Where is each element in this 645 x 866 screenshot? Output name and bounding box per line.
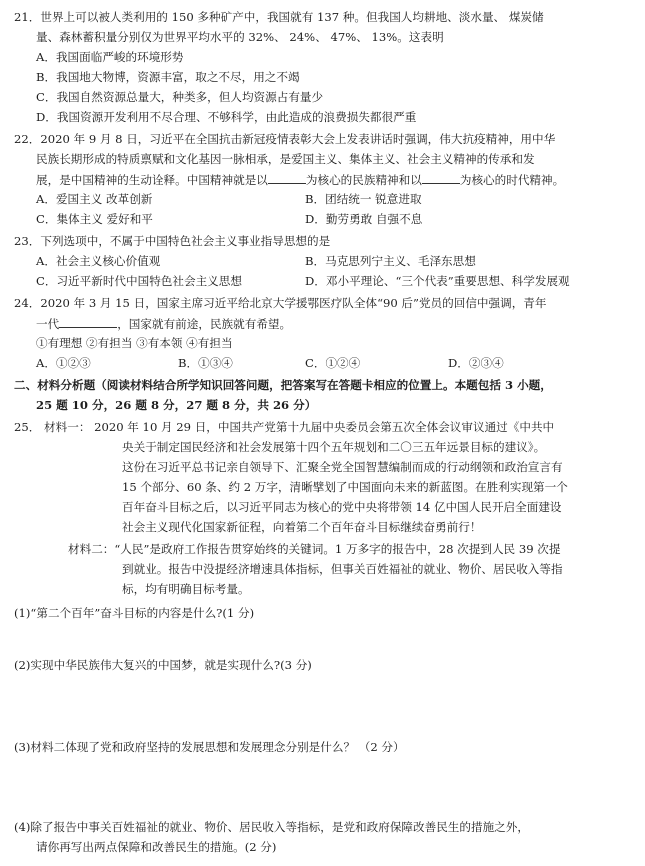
q25-material1-line5: 百年奋斗目标之后，以习近平同志为核心的党中央将带领 14 亿中国人民开启全面建设 xyxy=(122,500,562,514)
q21-option-c: C．我国自然资源总量大，种类多，但人均资源占有量少 xyxy=(36,90,324,104)
q23-option-c: C．习近平新时代中国特色社会主义思想 xyxy=(36,274,242,288)
q22-option-b: B．团结统一 锐意进取 xyxy=(305,192,422,206)
q21-option-a: A．我国面临严峻的环境形势 xyxy=(36,50,184,64)
q25-material2-line3: 标，均有明确目标考量。 xyxy=(122,582,250,596)
q24-stem-part-a: 一代 xyxy=(36,317,60,331)
q22-option-c: C．集体主义 爱好和平 xyxy=(36,212,153,226)
q25-material1-line3: 这份在习近平总书记亲自领导下、汇聚全党全国智慧编制而成的行动纲领和政治宣言有 xyxy=(122,460,563,474)
q24-option-b: B．①③④ xyxy=(178,356,233,370)
q21-stem-line2: 量、森林蓄积量分别仅为世界平均水平的 32%、 24%、 47%、 13%。这表明 xyxy=(36,30,444,44)
q25-material1-line4: 15 个部分、60 条、约 2 万字，清晰擘划了中国面向未来的新蓝图。在胜利实现第一个 xyxy=(122,480,568,494)
q25-subquestion-1: (1)“第二个百年”奋斗目标的内容是什么?(1 分) xyxy=(14,606,255,620)
q24-items: ①有理想 ②有担当 ③有本领 ④有担当 xyxy=(36,336,233,350)
q24-option-a: A．①②③ xyxy=(36,356,91,370)
section-heading-line2: 25 题 10 分，26 题 8 分，27 题 8 分，共 26 分） xyxy=(36,398,317,412)
q25-subquestion-2: (2)实现中华民族伟大复兴的中国梦，就是实现什么?(3 分) xyxy=(14,658,312,672)
q22-stem-line1: 22．2020 年 9 月 8 日，习近平在全国抗击新冠疫情表彰大会上发表讲话时强调，伟大抗疫精神，用中华 xyxy=(14,132,556,146)
q22-option-d: D．勤劳勇敢 自强不息 xyxy=(305,212,423,226)
q22-stem-part-b: 为核心的民族精神和以 xyxy=(305,173,422,187)
q25-material1-line1: 25． 材料一： 2020 年 10 月 29 日，中国共产党第十九届中央委员会第五次全体会议审议通过《中共中 xyxy=(14,420,555,434)
q22-stem-part-a: 展，是中国精神的生动诠释。中国精神就是以 xyxy=(36,173,268,187)
q23-stem: 23．下列选项中，不属于中国特色社会主义事业指导思想的是 xyxy=(14,234,331,248)
q25-material1-line6: 社会主义现代化国家新征程，向着第二个百年奋斗目标继续奋勇前行！ xyxy=(122,520,482,534)
q24-stem-part-b: ，国家就有前途，民族就有希望。 xyxy=(117,317,292,331)
q24-option-d: D．②③④ xyxy=(448,356,504,370)
q25-material2-line1: 材料二：“人民”是政府工作报告贯穿始终的关键词。1 万多字的报告中，28 次提到人民 39 次提 xyxy=(68,542,561,556)
q22-option-a: A．爱国主义 改革创新 xyxy=(36,192,153,206)
q25-subquestion-4-line1: (4)除了报告中事关百姓福祉的就业、物价、居民收入等指标，是党和政府保障改善民生的措施之外， xyxy=(14,820,529,834)
q25-material1-line2: 央关于制定国民经济和社会发展第十四个五年规划和二〇三五年远景目标的建议》。 xyxy=(122,440,546,454)
answer-blank xyxy=(422,170,460,184)
q23-option-d: D．邓小平理论、“三个代表”重要思想、科学发展观 xyxy=(305,274,570,288)
q25-subquestion-4-line2: 请你再写出两点保障和改善民生的措施。(2 分) xyxy=(36,840,277,854)
q23-option-b: B．马克思列宁主义、毛泽东思想 xyxy=(305,254,476,268)
q22-stem-part-c: 为核心的时代精神。 xyxy=(459,173,565,187)
q24-stem-line2 xyxy=(36,314,291,333)
q22-stem-line2: 民族长期形成的特质禀赋和文化基因一脉相承，是爱国主义、集体主义、社会主义精神的传承和发 xyxy=(36,152,535,166)
answer-blank xyxy=(268,170,306,184)
section-heading-line1: 二、材料分析题（阅读材料结合所学知识回答问题，把答案写在答题卡相应的位置上。本题包括 3 小题， xyxy=(14,378,552,392)
q24-option-c: C．①②④ xyxy=(305,356,361,370)
q25-subquestion-3: (3)材料二体现了党和政府坚持的发展思想和发展理念分别是什么？ （2 分） xyxy=(14,740,405,754)
q22-stem-line3 xyxy=(36,170,564,189)
answer-blank xyxy=(59,314,117,328)
q21-stem-line1: 21．世界上可以被人类利用的 150 多种矿产中，我国就有 137 种。但我国人均耕地、淡水量、 煤炭储 xyxy=(14,10,544,24)
q23-option-a: A．社会主义核心价值观 xyxy=(36,254,161,268)
q21-option-d: D．我国资源开发利用不尽合理、不够科学，由此造成的浪费损失都很严重 xyxy=(36,110,417,124)
q21-option-b: B．我国地大物博，资源丰富，取之不尽，用之不竭 xyxy=(36,70,300,84)
q24-stem-line1: 24．2020 年 3 月 15 日，国家主席习近平给北京大学援鄂医疗队全体“90 后”党员的回信中强调，青年 xyxy=(14,296,547,310)
q25-material2-line2: 到就业。报告中没提经济增速具体指标，但事关百姓福祉的就业、物价、居民收入等指 xyxy=(122,562,563,576)
